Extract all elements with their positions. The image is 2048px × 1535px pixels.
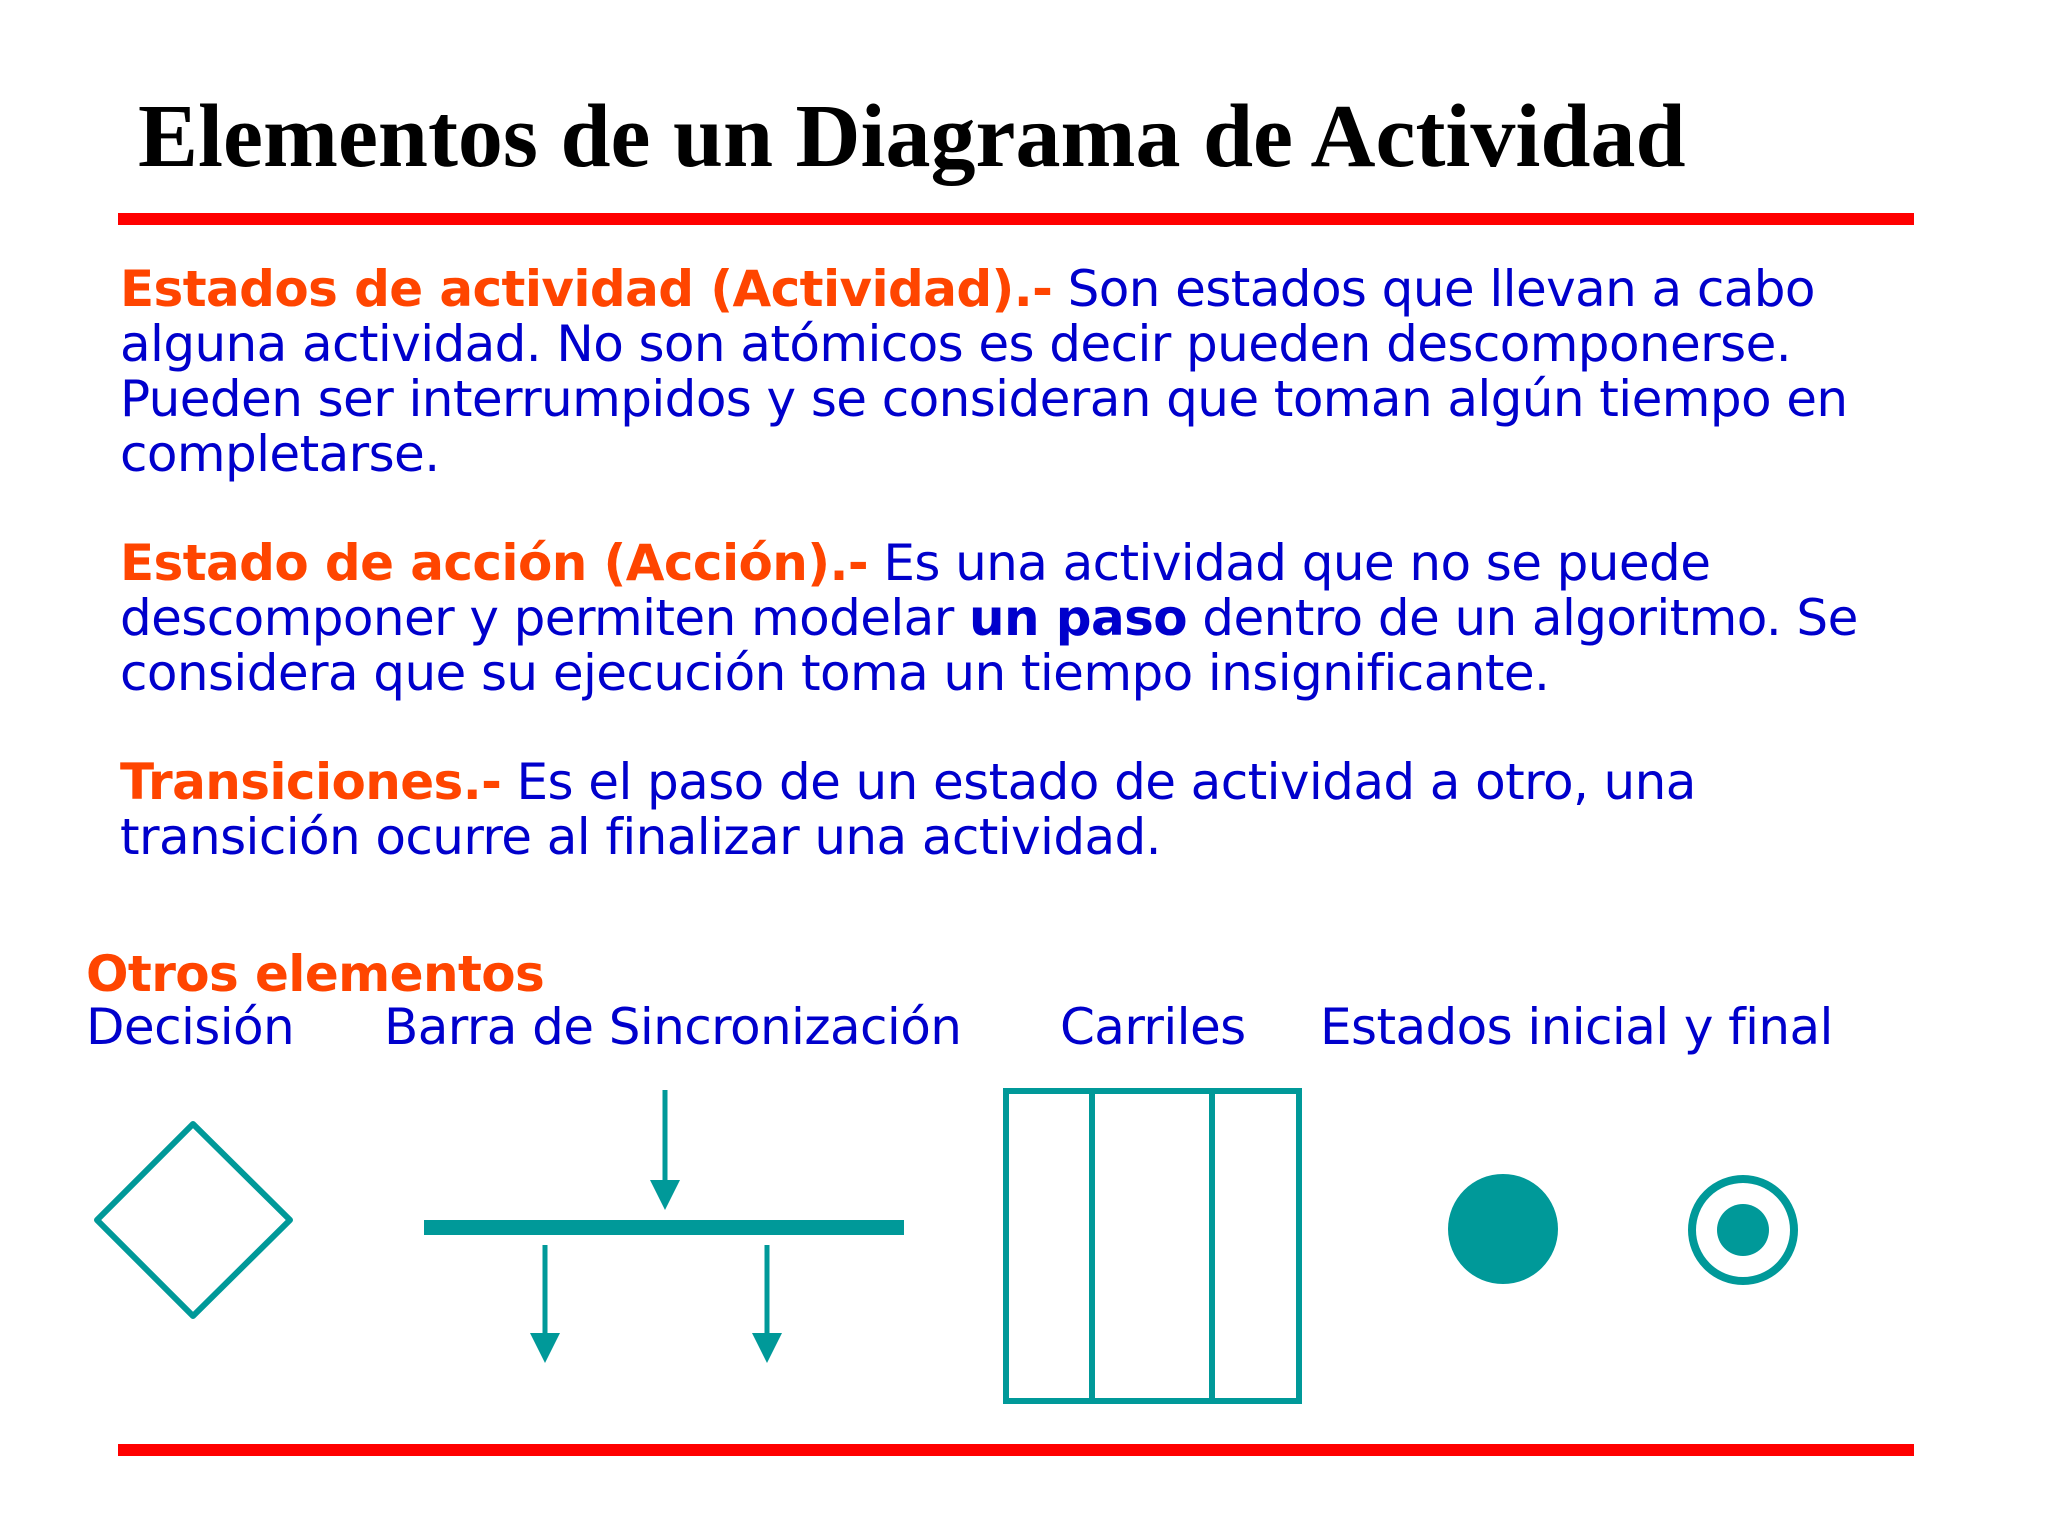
label-decision: Decisión bbox=[86, 998, 295, 1056]
sync-bar-line bbox=[424, 1220, 904, 1235]
bottom-divider bbox=[118, 1444, 1914, 1456]
final-state-icon bbox=[1692, 1179, 1794, 1281]
section-estados-actividad bbox=[120, 262, 1920, 482]
section-line: Pueden ser interrumpidos y se consideran que toman algún tiempo en bbox=[120, 370, 1848, 428]
section-text: Es el paso de un estado de actividad a otro, una bbox=[501, 753, 1696, 811]
section-line: completarse. bbox=[120, 425, 440, 483]
initial-state-icon bbox=[1448, 1174, 1558, 1284]
slide-title: Elementos de un Diagrama de Actividad bbox=[138, 87, 1686, 186]
section-text: Son estados que llevan a cabo bbox=[1052, 260, 1815, 318]
term-estado-accion: Estado de acción (Acción).- bbox=[120, 534, 869, 592]
sync-bar bbox=[424, 1090, 904, 1363]
label-carriles: Carriles bbox=[1060, 998, 1246, 1056]
label-estados-inicial-final: Estados inicial y final bbox=[1320, 998, 1833, 1056]
section-line bbox=[120, 755, 1920, 810]
term-estados-actividad: Estados de actividad (Actividad).- bbox=[120, 260, 1053, 318]
top-divider bbox=[118, 213, 1914, 225]
term-transiciones: Transiciones.- bbox=[120, 753, 502, 811]
label-barra-sincronizacion: Barra de Sincronización bbox=[384, 998, 962, 1056]
section-line bbox=[120, 536, 1920, 591]
section-line: considera que su ejecución toma un tiempo insignificante. bbox=[120, 644, 1550, 702]
swimlanes bbox=[1006, 1091, 1299, 1401]
section-line bbox=[120, 591, 1920, 646]
otros-elementos-heading: Otros elementos bbox=[86, 945, 545, 1003]
section-line: alguna actividad. No son atómicos es decir pueden descomponerse. bbox=[120, 315, 1792, 373]
arrowhead bbox=[530, 1333, 560, 1363]
emphasis-un-paso: un paso bbox=[968, 589, 1188, 647]
section-text: Es una actividad que no se puede bbox=[868, 534, 1711, 592]
arrowhead bbox=[752, 1333, 782, 1363]
section-text: dentro de un algoritmo. Se bbox=[1187, 589, 1858, 647]
decision-diamond bbox=[97, 1124, 290, 1316]
section-transiciones bbox=[120, 755, 1920, 865]
section-text: descomponer y permiten modelar bbox=[120, 589, 969, 647]
section-estado-accion bbox=[120, 536, 1920, 701]
section-line bbox=[120, 262, 1920, 317]
section-line: transición ocurre al finalizar una actividad. bbox=[120, 808, 1161, 866]
swimlane-frame bbox=[1006, 1091, 1299, 1401]
arrowhead bbox=[650, 1180, 680, 1210]
